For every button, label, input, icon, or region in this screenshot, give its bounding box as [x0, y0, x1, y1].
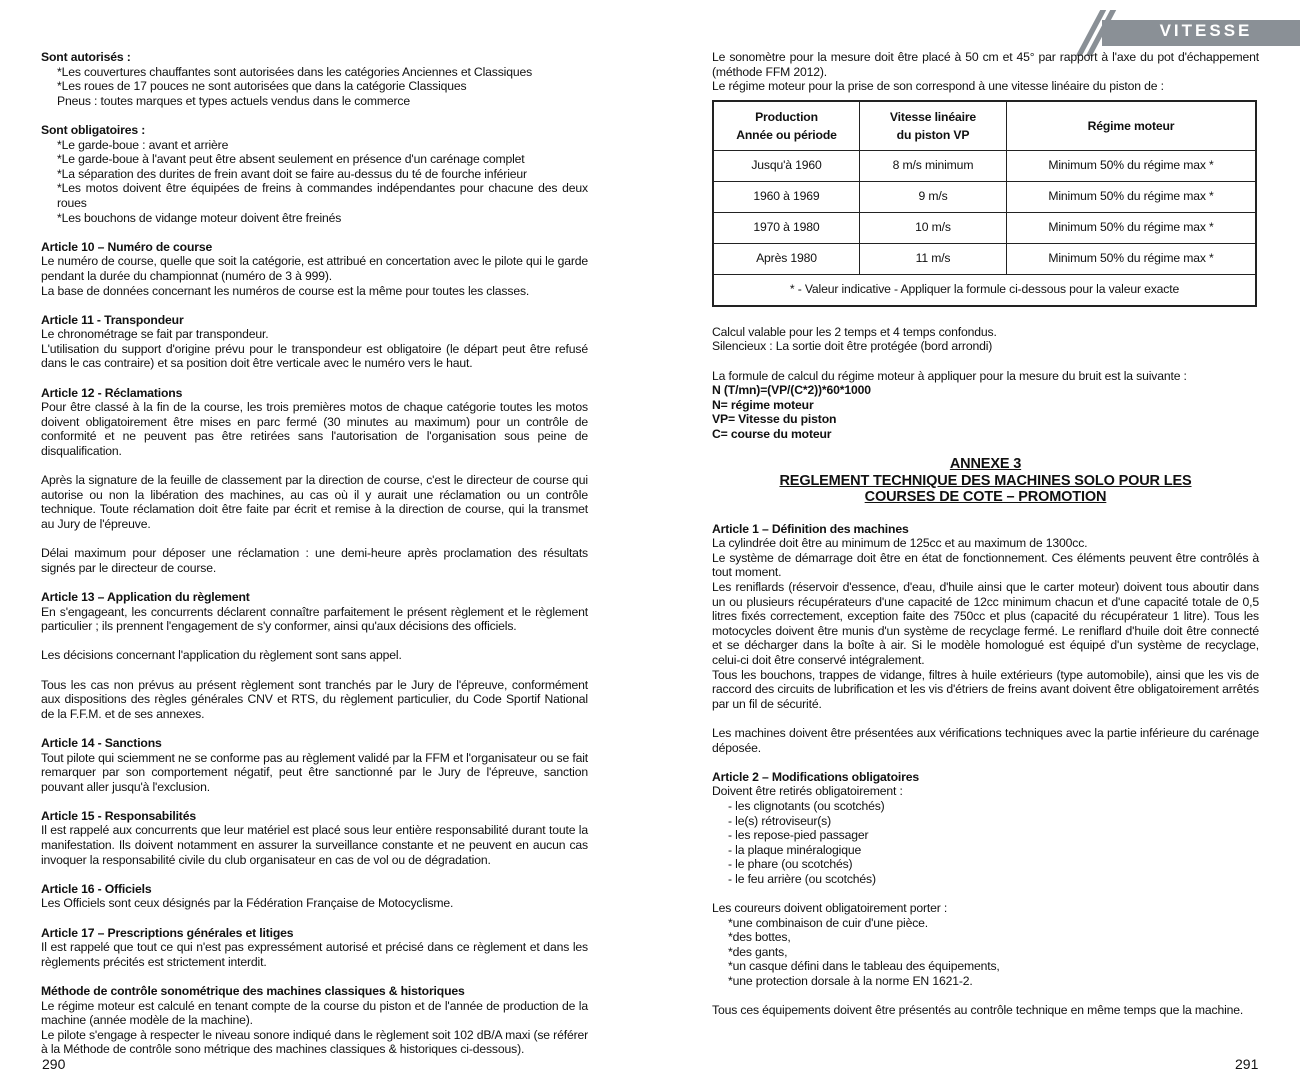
authorized-section — [41, 50, 588, 108]
engine-speed-table — [712, 100, 1257, 307]
article-para: La base de données concernant les numéros de course est la même pour toutes les classes. — [41, 283, 530, 298]
section-title: VITESSE — [1159, 21, 1253, 40]
article-16 — [41, 882, 588, 911]
section-header — [1074, 10, 1300, 46]
annex-subtitle: REGLEMENT TECHNIQUE DES MACHINES SOLO POUR LES — [779, 472, 1192, 489]
table-cell: 10 m/s — [860, 212, 1007, 243]
annex-article-2 — [712, 770, 1259, 887]
mandatory-item: *Les bouchons de vidange moteur doivent être freinés — [57, 210, 342, 225]
formula-line: N= régime moteur — [712, 397, 814, 412]
article-title: Article 1 – Définition des machines — [712, 521, 909, 536]
article-para: Tous les bouchons, trappes de vidange, filtres à huile extérieurs (type automobile), ainsi que les vis de raccord des circuits de lubrification et les vis d'étriers de freins avant doivent être obligatoirement arrêtés par un fil de sécurité. — [712, 667, 1259, 711]
article-para: La cylindrée doit être au minimum de 125cc et au maximum de 1300cc. — [712, 536, 1088, 551]
article-para: Les reniflards (réservoir d'essence, d'eau, d'huile ainsi que le carter moteur) doivent tous aboutir dans un ou plusieurs récupérateurs d'une capacité de 12cc minimum chacun et d'une capacité totale de 0,5 litres fixés correctement, exception faite des 750cc et plus (capacité du récupérateur 1 litre). Tous les motocycles doivent être munis d'un système de recyclage fermé. Le reniflard d'huile doit être connecté et se décharger dans la boîte à air. Si le modèle homologué est équipé d'un système de recyclage, celui-ci doit être conservé intégralement. — [712, 580, 1259, 667]
table-header-cell — [713, 101, 860, 151]
page-number-left: 290 — [42, 1056, 66, 1072]
article-para: Le chronométrage se fait par transpondeur. — [41, 327, 269, 342]
mandatory-item: *Le garde-boue à l'avant peut être absent seulement en présence d'un carénage complet — [57, 152, 525, 167]
list-item: *un casque défini dans le tableau des équipements, — [728, 959, 1000, 974]
article-13-cont — [41, 678, 588, 722]
table-cell: 11 m/s — [860, 243, 1007, 274]
article-13 — [41, 590, 588, 634]
mandatory-item: *Les motos doivent être équipées de freins à commandes indépendantes pour chacune des deux roues — [57, 181, 588, 210]
authorized-item: *Les couvertures chauffantes sont autorisées dans les catégories Anciennes et Classiques — [57, 64, 533, 79]
article-para: Les Officiels sont ceux désignés par la Fédération Française de Motocyclisme. — [41, 896, 454, 911]
list-item: *une protection dorsale à la norme EN 1621-2. — [728, 974, 973, 989]
article-para: Après la signature de la feuille de classement par la direction de course, c'est le directeur de course qui autorise ou non la libération des machines, au cas où il y aurait une réclamation ou un contrôle technique. Toute réclamation doit être faite par écrit et remise à la direction de course, qui la transmet au Jury de l'épreuve. — [41, 473, 588, 531]
header-text: Production — [755, 109, 818, 124]
table-cell: Minimum 50% du régime max * — [1007, 243, 1257, 274]
header-text: Vitesse linéaire — [889, 109, 977, 124]
sound-method — [41, 984, 588, 1057]
article-para: Tous les cas non prévus au présent règlement sont tranchés par le Jury de l'épreuve, conformément aux dispositions des règles générales CNV et RTS, du règlement particulier, du Code Sportif National de la F.F.M. et de ses annexes. — [41, 677, 588, 721]
formula-line: C= course du moteur — [712, 426, 832, 441]
calc-line: Calcul valable pour les 2 temps et 4 temps confondus. — [712, 324, 997, 339]
annex-article-1-extra — [712, 726, 1259, 755]
closing-note — [712, 1003, 1259, 1018]
article-para: Doivent être retirés obligatoirement : — [712, 784, 903, 799]
table-footnote: * - Valeur indicative - Appliquer la formule ci-dessous pour la valeur exacte — [713, 274, 1256, 306]
table-cell: 8 m/s minimum — [860, 150, 1007, 181]
mandatory-item: *Le garde-boue : avant et arrière — [57, 137, 229, 152]
table-cell: Minimum 50% du régime max * — [1007, 150, 1257, 181]
authorized-title: Sont autorisés : — [41, 50, 131, 64]
article-10 — [41, 240, 588, 298]
article-para: Délai maximum pour déposer une réclamation : une demi-heure après proclamation des résultats signés par le directeur de course. — [41, 546, 588, 575]
table-footnote-row — [713, 274, 1256, 306]
article-para: En s'engageant, les concurrents déclarent connaître parfaitement le présent règlement et le règlement particulier ; ils prennent l'engagement de s'y conformer, ainsi qu'aux décisions des officiels. — [41, 604, 588, 634]
mandatory-item: *La séparation des durites de frein avant doit se faire au-dessus du té de fourche inférieur — [57, 166, 527, 181]
article-para: Pour être classé à la fin de la course, les trois premières motos de chaque catégorie toutes les motos doivent obligatoirement être mises en parc fermé (30 minutes au maximum) pour un contrôle de conformité et ne peuvent pas être retirées sans l'autorisation de l'organisation sous peine de disqualification. — [41, 400, 588, 459]
formula-line: VP= Vitesse du piston — [712, 412, 837, 427]
list-item: - le feu arrière (ou scotchés) — [728, 871, 876, 886]
article-12-cont — [41, 546, 588, 575]
header-text: Régime moteur — [1087, 118, 1175, 133]
formula-intro: La formule de calcul du régime moteur à appliquer pour la mesure du bruit est la suivante : — [712, 368, 1187, 383]
formula-line: N (T/mn)=(VP/(C*2))*60*1000 — [712, 383, 871, 398]
table-header-cell — [860, 101, 1007, 151]
table-row — [713, 181, 1256, 212]
intro-para: Le sonomètre pour la mesure doit être placé à 50 cm et 45° par rapport à l'axe du pot d'échappement (méthode FFM 2012). — [712, 50, 1259, 79]
list-item: - le phare (ou scotchés) — [728, 857, 853, 872]
calc-notes — [712, 325, 1259, 354]
article-para: Il est rappelé aux concurrents que leur matériel est placé sous leur entière responsabilité durant toute la manifestation. Ils doivent notamment en assurer la surveillance constante et ne peuvent en aucun cas invoquer la responsabilité civile du club organisateur en cas de vol ou de dégradation. — [41, 823, 588, 867]
article-para: Les coureurs doivent obligatoirement porter : — [712, 901, 948, 916]
table-cell: Minimum 50% du régime max * — [1007, 212, 1257, 243]
table-row — [713, 150, 1256, 181]
formula-section — [712, 369, 1259, 442]
table-cell: 9 m/s — [860, 181, 1007, 212]
article-17 — [41, 926, 588, 970]
table-row — [713, 212, 1256, 243]
article-para: Il est rappelé que tout ce qui n'est pas expressément autorisé et précisé dans ce règlement et dans les règlements précités est strictement interdit. — [41, 940, 588, 969]
annex-heading — [712, 456, 1259, 506]
article-title: Article 12 - Réclamations — [41, 385, 183, 400]
article-title: Article 15 - Responsabilités — [41, 808, 196, 823]
authorized-item: Pneus : toutes marques et types actuels vendus dans le commerce — [57, 93, 410, 108]
left-page — [41, 50, 588, 1072]
annex-title: ANNEXE 3 — [949, 456, 1022, 473]
article-para: Le régime moteur est calculé en tenant compte de la course du piston et de l'année de production de la machine (année modèle de la machine). — [41, 998, 588, 1028]
article-title: Article 17 – Prescriptions générales et litiges — [41, 925, 294, 940]
article-title: Article 16 - Officiels — [41, 881, 152, 896]
article-title: Méthode de contrôle sonométrique des machines classiques & historiques — [41, 984, 465, 998]
article-para: Tous ces équipements doivent être présentés au contrôle technique en même temps que la machine. — [712, 1003, 1244, 1018]
table-cell: Minimum 50% du régime max * — [1007, 181, 1257, 212]
page-number-right: 291 — [1235, 1056, 1259, 1072]
header-text: Année ou période — [736, 127, 837, 142]
list-item: - la plaque minéralogique — [728, 842, 862, 857]
table-cell: Jusqu'à 1960 — [713, 150, 860, 181]
table-cell: Après 1980 — [713, 243, 860, 274]
right-page — [712, 50, 1259, 1032]
article-title: Article 13 – Application du règlement — [41, 589, 250, 604]
authorized-item: *Les roues de 17 pouces ne sont autorisées que dans la catégorie Classiques — [57, 79, 467, 94]
article-title: Article 2 – Modifications obligatoires — [712, 769, 919, 784]
article-13-cont — [41, 648, 588, 663]
article-para: Le numéro de course, quelle que soit la catégorie, est attribué en concertation avec le pilote qui le garde pendant la durée du championnat (numéro de 3 à 999). — [41, 254, 588, 283]
table-row — [713, 243, 1256, 274]
table-header-cell — [1007, 101, 1257, 151]
calc-line: Silencieux : La sortie doit être protégée (bord arrondi) — [712, 339, 993, 354]
header-text: du piston VP — [896, 127, 970, 142]
article-para: Les décisions concernant l'application du règlement sont sans appel. — [41, 648, 402, 663]
article-para: Le système de démarrage doit être en état de fonctionnement. Ces éléments peuvent être contrôlés à tout moment. — [712, 550, 1259, 580]
article-para: Les machines doivent être présentées aux vérifications techniques avec la partie inférieure du carénage déposée. — [712, 725, 1259, 755]
article-title: Article 14 - Sanctions — [41, 735, 162, 750]
riders-equipment — [712, 901, 1259, 989]
article-title: Article 10 – Numéro de course — [41, 239, 213, 254]
article-15 — [41, 809, 588, 867]
article-para: L'utilisation du support d'origine prévu pour le transpondeur est obligatoire (le départ peut être refusé dans le cas contraire) et sa position doit être verticale avec le numéro vers le haut. — [41, 341, 588, 371]
mandatory-section — [41, 123, 588, 225]
list-item: *des bottes, — [728, 930, 791, 945]
list-item: - les clignotants (ou scotchés) — [728, 798, 885, 813]
table-cell: 1970 à 1980 — [713, 212, 860, 243]
list-item: *une combinaison de cuir d'une pièce. — [728, 915, 929, 930]
intro-para: Le régime moteur pour la prise de son correspond à une vitesse linéaire du piston de : — [712, 79, 1164, 94]
mandatory-title: Sont obligatoires : — [41, 122, 146, 137]
article-12-cont — [41, 473, 588, 531]
article-11 — [41, 313, 588, 371]
list-item: - les repose-pied passager — [728, 828, 869, 843]
list-item: - le(s) rétroviseur(s) — [728, 813, 832, 828]
article-14 — [41, 736, 588, 794]
article-title: Article 11 - Transpondeur — [41, 312, 184, 327]
table-header-row — [713, 101, 1256, 151]
annex-subtitle: COURSES DE COTE – PROMOTION — [864, 489, 1107, 506]
article-12 — [41, 386, 588, 459]
article-para: Le pilote s'engage à respecter le niveau sonore indiqué dans le règlement soit 102 dB/A maxi (se référer à la Méthode de contrôle sono métrique des machines classiques & historiques ci-dessous). — [41, 1027, 589, 1057]
article-para: Tout pilote qui sciemment ne se conforme pas au règlement validé par la FFM et l'organisateur ou se fait remarquer par son comportement négatif, peut être sanctionné par le Jury de l'épreuve, sanction pouvant aller jusqu'à l'exclusion. — [41, 750, 588, 794]
table-cell: 1960 à 1969 — [713, 181, 860, 212]
annex-article-1 — [712, 522, 1259, 712]
list-item: *des gants, — [728, 944, 788, 959]
